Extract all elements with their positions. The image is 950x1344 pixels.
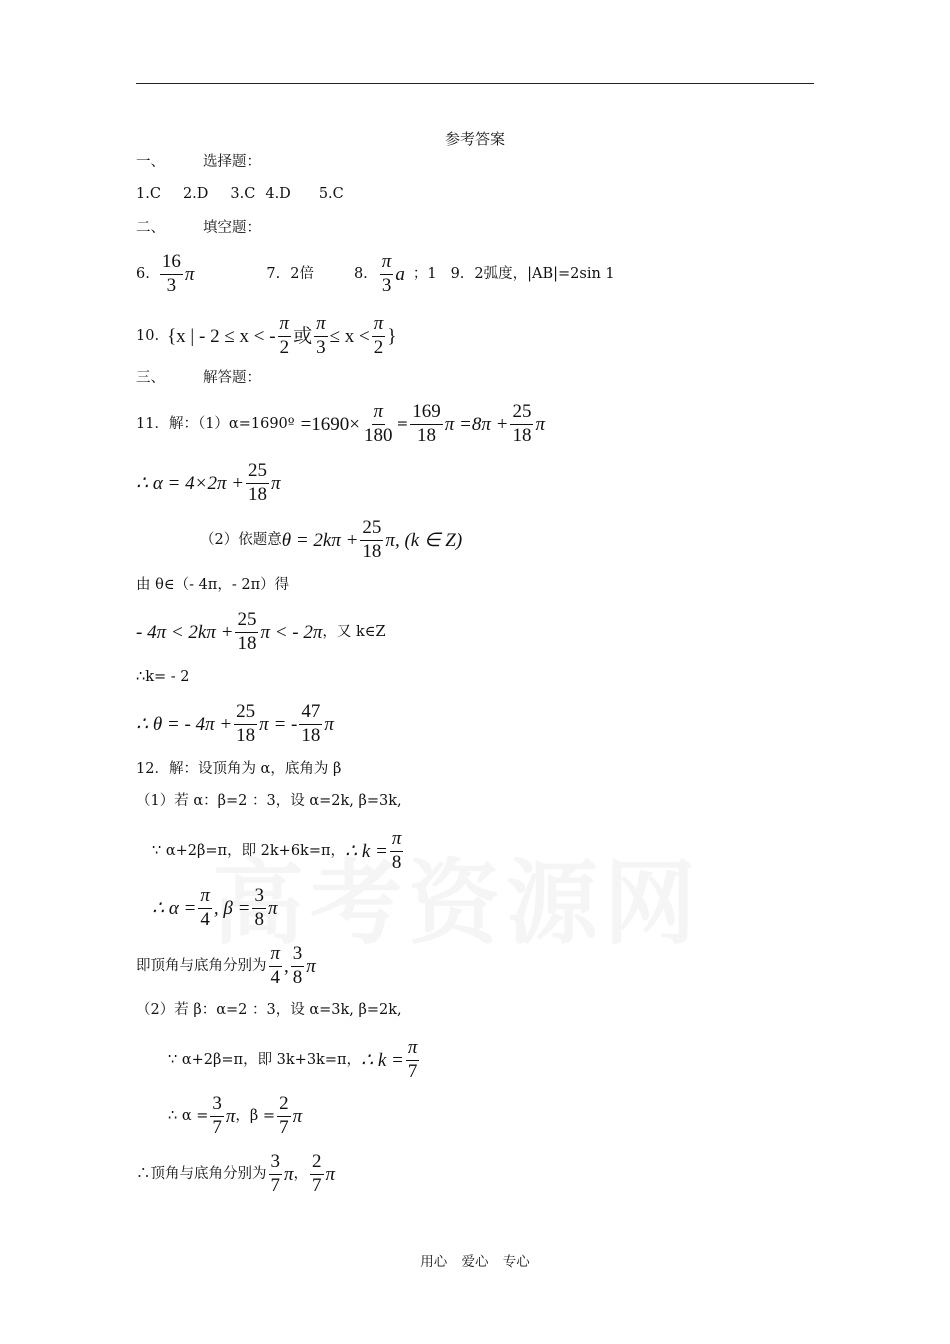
fill-answer-10	[136, 314, 396, 358]
q12-p1-beta-eq: , β =	[213, 897, 251, 919]
section-fill	[136, 221, 261, 236]
q12-line-6: （2）若 β：α=2 ：3，设 α=3k, β=2k,	[136, 1002, 402, 1018]
section-choice	[136, 155, 261, 170]
q12-p2-result-pi-2: π	[325, 1163, 336, 1185]
q10-set-open: {x | - 2 ≤ x < -	[167, 325, 276, 347]
q6-pi: π	[184, 263, 195, 285]
q11-ineq-fraction: $\frac{25}{18}$	[237, 609, 257, 654]
answer-4: 4.D	[265, 186, 291, 202]
q11-line-4: 由 θ∈（- 4π，- 2π）得	[136, 577, 290, 593]
choice-answers	[136, 187, 344, 202]
q12-p2-alpha-eq: ∴ α =	[168, 1107, 209, 1124]
q12-p2-beta-pi: π	[292, 1105, 303, 1127]
q11-term-2: π =8π +	[444, 413, 509, 435]
q11-label: 11．解：（1）α=1690º	[136, 415, 295, 432]
q11-term-3: π	[535, 413, 545, 435]
answer-5: 5.C	[318, 186, 344, 202]
q12-p2-alpha-fraction: $\frac{3}{7}$	[212, 1093, 222, 1138]
q12-p1-beta-fraction: $\frac{3}{8}$	[254, 885, 264, 930]
q12-line-5	[136, 944, 316, 988]
q12-line-7	[168, 1038, 421, 1082]
q12-p2-k-eq: ∴ k =	[361, 1049, 404, 1071]
fill-answers-6-9	[136, 252, 615, 296]
q12-p1-result-label: 即顶角与底角分别为	[136, 957, 267, 974]
q11-theta-result-lead: ∴ θ = - 4π +	[136, 713, 233, 735]
q6-label: 6.	[136, 265, 150, 282]
q12-p1-result-fraction-1: $\frac{\pi}{4}$	[270, 943, 281, 988]
q8-label: 8.	[353, 265, 368, 282]
q11-line-7	[136, 702, 334, 746]
q11-eq2: =	[396, 416, 409, 433]
q11-alpha-fraction: $\frac{25}{18}$	[248, 460, 268, 505]
q12-p2-result-pi-1: π	[284, 1163, 294, 1185]
q12-p2-beta-eq: ，β =	[235, 1107, 276, 1124]
q7-label: 7.	[266, 265, 281, 282]
q11-alpha-eq: ∴ α = 4×2π +	[136, 472, 245, 494]
q12-p2-sum: ∵ α+2β=π，即 3k+3k=π，	[168, 1051, 362, 1068]
q11-fraction-3: $\frac{25}{18}$	[512, 401, 532, 446]
q10-label: 10.	[136, 327, 160, 344]
q12-p1-sum: ∵ α+2β=π，即 2k+6k=π，	[152, 842, 346, 859]
q12-line-1: 12．解：设顶角为 α，底角为 β	[136, 761, 342, 777]
q12-p2-result-label: ∴顶角与底角分别为	[136, 1165, 267, 1182]
q12-p1-k-fraction: $\frac{\pi}{8}$	[391, 828, 402, 873]
q12-p1-result-pi: π	[306, 955, 316, 977]
q11-eq: =1690×	[300, 413, 361, 435]
q11-line-3	[200, 518, 462, 562]
q12-line-4	[152, 886, 278, 930]
q12-p1-alpha-eq: ∴ α =	[152, 897, 197, 919]
section-name: 选择题：	[203, 154, 261, 170]
q10-mid: ≤ x <	[329, 325, 370, 347]
q11-theta-fraction: $\frac{25}{18}$	[362, 517, 382, 562]
section-solve	[136, 371, 261, 386]
q10-fraction-2: $\frac{\pi}{3}$	[316, 313, 326, 358]
q11-theta-eq: θ = 2kπ +	[281, 529, 359, 551]
q11-k-integer: ，又 k∈Z	[322, 623, 386, 640]
section-number: 一、	[136, 154, 165, 170]
q11-ineq-tail: π < - 2π	[260, 621, 323, 643]
q12-p2-result-fraction-1: $\frac{3}{7}$	[270, 1151, 280, 1196]
q10-or: 或	[293, 325, 313, 347]
q12-p2-beta-fraction: $\frac{2}{7}$	[279, 1093, 289, 1138]
section-number: 二、	[136, 220, 165, 236]
q12-line-8	[168, 1094, 302, 1138]
q9-label: 9.	[450, 265, 465, 282]
q12-p2-k-fraction: $\frac{\pi}{7}$	[407, 1037, 418, 1082]
q11-fraction-1: $\frac{\pi}{180}$	[364, 401, 393, 446]
q12-p2-result-fraction-2: $\frac{2}{7}$	[312, 1151, 322, 1196]
q11-theta-result-mid: π = -	[259, 713, 298, 735]
q12-line-3	[152, 829, 405, 873]
q6-fraction: $\frac{16}{3}$	[161, 251, 181, 296]
q12-p2-result-sep: ，	[293, 1165, 309, 1182]
q11-result-fraction-1: $\frac{25}{18}$	[236, 701, 256, 746]
q7-answer: 2倍	[290, 265, 314, 282]
page-title: 参考答案	[444, 130, 505, 148]
page-footer: 用心 爱心 专心	[420, 1254, 530, 1270]
q10-fraction-1: $\frac{\pi}{2}$	[279, 313, 290, 358]
q8-var: a	[395, 263, 405, 285]
answer-1: 1.C	[136, 186, 161, 202]
section-name: 填空题：	[203, 220, 261, 236]
q8-fraction: $\frac{\pi}{3}$	[381, 251, 392, 296]
q12-line-9	[136, 1152, 335, 1196]
q12-p2-alpha-pi: π	[225, 1105, 236, 1127]
q11-line-2	[136, 461, 281, 505]
q10-set-close: }	[387, 325, 397, 347]
q11-result-fraction-2: $\frac{47}{18}$	[301, 701, 321, 746]
q11-ineq-lead: - 4π < 2kπ +	[136, 621, 234, 643]
q10-fraction-3: $\frac{\pi}{2}$	[373, 313, 384, 358]
q11-part2-label: （2）依题意	[200, 531, 282, 548]
q12-p1-alpha-fraction: $\frac{\pi}{4}$	[200, 885, 210, 930]
q11-line-5	[136, 610, 386, 654]
q11-line-1	[136, 402, 545, 446]
q9-answer: 2弧度，|AB|=2sin 1	[474, 265, 615, 282]
q12-line-2: （1）若 α：β=2 ：3，设 α=2k, β=3k,	[136, 793, 402, 809]
q11-alpha-pi: π	[271, 472, 281, 494]
section-name: 解答题：	[203, 370, 261, 386]
q12-p1-k-eq: ∴ k =	[345, 840, 388, 862]
section-number: 三、	[136, 370, 165, 386]
q12-p1-beta-pi: π	[267, 897, 278, 919]
q12-p1-result-comma: ,	[284, 955, 289, 977]
q12-p1-result-fraction-2: $\frac{3}{8}$	[292, 943, 303, 988]
q8-tail: ；1	[412, 265, 437, 282]
header-rule	[136, 83, 814, 84]
q11-line-6: ∴k= - 2	[136, 669, 190, 685]
answer-2: 2.D	[182, 186, 209, 202]
q11-fraction-2: $\frac{169}{18}$	[412, 401, 441, 446]
q11-theta-result-pi: π	[324, 713, 334, 735]
answer-3: 3.C	[230, 186, 256, 202]
q11-theta-tail: π, (k ∈ Z)	[385, 529, 463, 551]
